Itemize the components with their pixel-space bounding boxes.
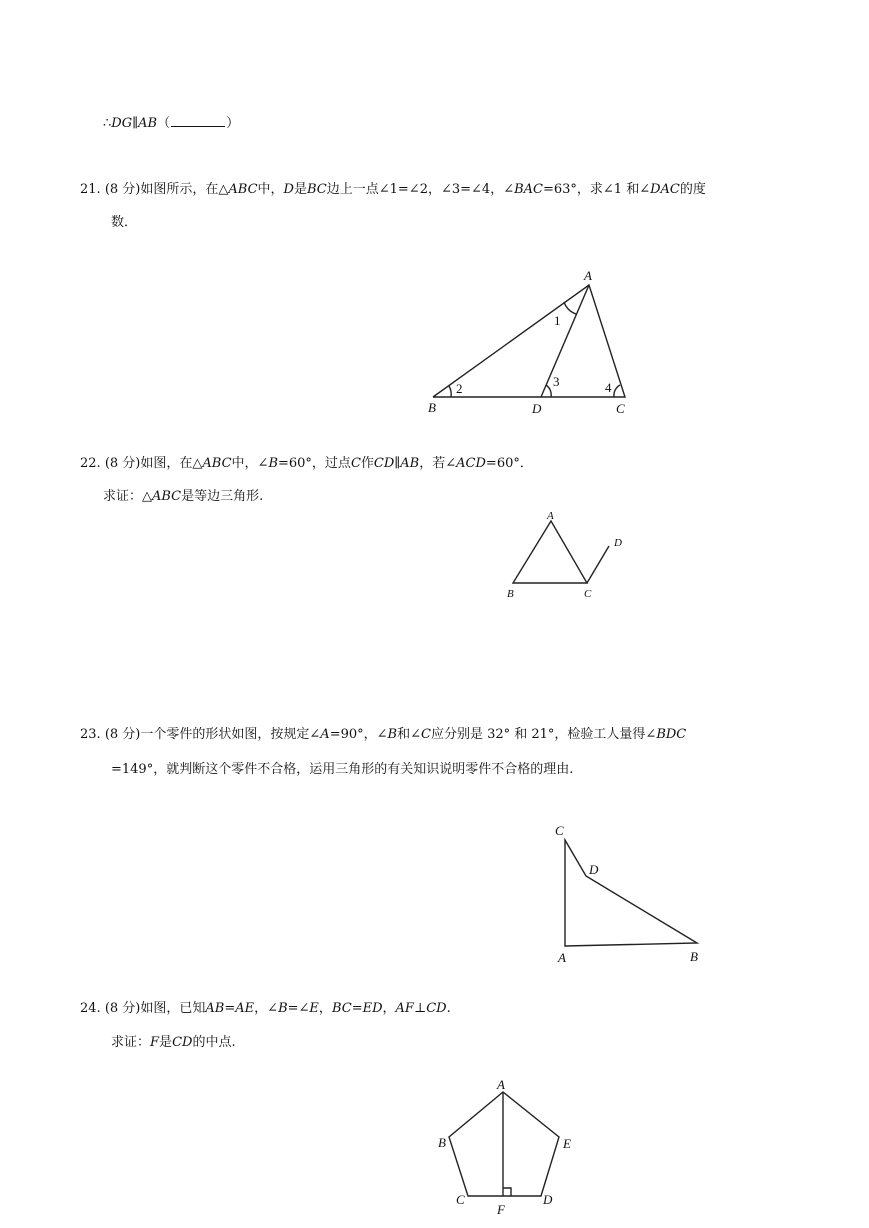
q22-text-line1: 22. (8 分)如图，在△ABC中，∠B=60°，过点C作CD∥AB，若∠ACD=60°．	[80, 456, 533, 471]
q21-label-a: A	[584, 268, 592, 283]
therefore-symbol: ∴	[103, 116, 112, 131]
q24-label-c: C	[456, 1192, 465, 1207]
q21-angle-2-label: 2	[456, 381, 463, 396]
q24-pentagon	[449, 1092, 559, 1196]
q21-label-d: D	[532, 401, 542, 416]
q24-label-b: B	[438, 1135, 446, 1150]
q22-label-c: C	[584, 588, 592, 600]
q21-score: (8 分)	[104, 182, 141, 197]
q21-angle-4-label: 4	[605, 380, 612, 395]
q21-angle-1-label: 1	[554, 313, 561, 328]
q22-label-a: A	[547, 510, 554, 522]
carryover-conclusion: ∴DG∥AB（ ）	[103, 116, 240, 131]
q23-label-b: B	[690, 949, 698, 964]
q24-label-a: A	[497, 1077, 505, 1092]
q22-number: 22.	[80, 456, 101, 471]
q24-number: 24.	[80, 1001, 101, 1016]
q24-label-d: D	[543, 1192, 553, 1207]
q24-label-e: E	[563, 1136, 571, 1151]
q23-score: (8 分)	[104, 727, 141, 742]
q21-text-line2: 数．	[111, 215, 138, 230]
q24-proof-line: 求证：F是CD的中点.	[111, 1035, 236, 1050]
segment-ab: AB	[138, 116, 158, 131]
q24-score: (8 分)	[104, 1001, 141, 1016]
q23-text-line2: =149°，就判断这个零件不合格，运用三角形的有关知识说明零件不合格的理由.	[111, 762, 574, 777]
q23-label-d: D	[589, 862, 599, 877]
segment-dg: DG	[111, 116, 133, 131]
q21-label-c: C	[616, 401, 625, 416]
q21-angle-3-label: 3	[553, 374, 560, 389]
q22-label-d: D	[614, 537, 622, 549]
q23-label-c: C	[555, 823, 564, 838]
parallel-symbol: ∥	[132, 116, 139, 131]
q21-text-line1: 21. (8 分)如图所示，在△ABC中，D是BC边上一点∠1=∠2，∠3=∠4，∠BAC=63°，求∠1 和∠DAC的度	[80, 182, 706, 197]
q21-label-b: B	[428, 400, 436, 415]
q22-proof-line: 求证：△ABC是等边三角形.	[103, 489, 264, 504]
q24-label-f: F	[497, 1202, 505, 1217]
q23-text-line1: 23. (8 分)一个零件的形状如图，按规定∠A=90°，∠B和∠C应分别是 32° 和 21°，检验工人量得∠BDC	[80, 727, 687, 742]
q24-right-angle-mark	[503, 1188, 511, 1196]
q23-label-a: A	[558, 950, 566, 965]
q23-number: 23.	[80, 727, 101, 742]
q24-text-line1: 24. (8 分)如图，已知AB=AE，∠B=∠E，BC=ED，AF⊥CD.	[80, 1001, 451, 1016]
q22-label-b: B	[507, 588, 514, 600]
q21-number: 21.	[80, 182, 101, 197]
q22-score: (8 分)	[104, 456, 141, 471]
